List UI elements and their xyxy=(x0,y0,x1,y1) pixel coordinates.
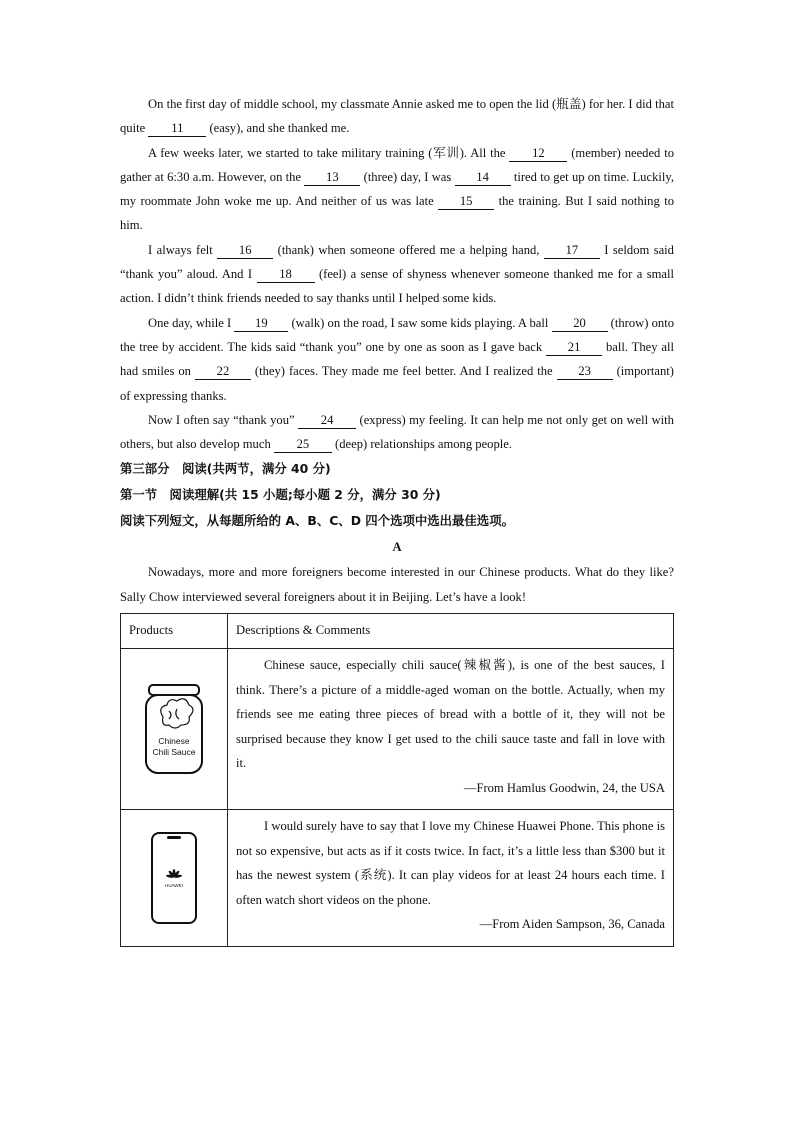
huawei-phone-icon xyxy=(149,831,199,925)
text: ball. They all had smiles on xyxy=(120,339,675,379)
text: (member) needed to gather at 6:30 a.m. However, on the xyxy=(120,145,674,184)
description-cell xyxy=(228,810,674,947)
text: Now I often say “thank you” xyxy=(148,412,299,427)
table-row xyxy=(121,649,674,810)
page-content xyxy=(120,92,674,947)
jar-label-line-1: Chinese xyxy=(158,736,190,747)
text: (throw) onto the tree by accident. The kids said “thank you” one by one as soon as I gave back xyxy=(120,315,674,354)
text: (important) of expressing thanks. xyxy=(120,364,674,403)
cloze-paragraph-5 xyxy=(120,408,674,457)
text: (walk) on the road, I saw some kids playing. A ball xyxy=(288,315,552,330)
blank-13[interactable]: 13 xyxy=(304,170,360,186)
description-cell xyxy=(228,649,674,810)
header-descriptions: Descriptions & Comments xyxy=(228,614,674,649)
text: (express) my feeling. It can help me not only get on well with others, but also develop much xyxy=(120,412,674,452)
comment-author: —From Aiden Sampson, 36, Canada xyxy=(479,917,665,932)
blank-24[interactable]: 24 xyxy=(298,413,356,429)
table-header-row xyxy=(121,614,674,649)
comment-text: I would surely have to say that I love my Chinese Huawei Phone. This phone is not so expensive, but acts as if it costs twice. In fact, it’s a little less than $300 but it has the newest system (系统). It can play videos for at least 24 hours each time. I often watch short videos on the phone. xyxy=(236,819,665,907)
section-title: 第三部分 阅读(共两节，满分 40 分) xyxy=(120,461,331,477)
text: I always felt xyxy=(148,242,218,257)
header-products: Products xyxy=(121,614,228,649)
image-wrapper xyxy=(129,653,219,805)
blank-25[interactable]: 25 xyxy=(274,437,332,453)
text: (they) faces. They made me feel better. And I realized the xyxy=(250,364,557,379)
jar-label-line-2: Chili Sauce xyxy=(152,747,196,758)
cloze-paragraph-2 xyxy=(120,141,674,238)
comment-text: Chinese sauce, especially chili sauce(辣椒酱), is one of the best sauces, I think. There’s a picture of a middle-aged woman on the bottle. Actually, when my friends see me eating three pieces of bread with a bottle of it, they will not be surprised because they know I get used to the chili sauce taste and fall in love with it. xyxy=(236,658,665,771)
blank-14[interactable]: 14 xyxy=(455,170,511,186)
section-subtitle: 第一节 阅读理解(共 15 小题;每小题 2 分，满分 30 分) xyxy=(120,487,441,503)
text: On the first day of middle school, my classmate Annie asked me to open the lid (瓶盖) for her. I did that quite xyxy=(120,97,674,136)
text: One day, while I xyxy=(148,315,235,330)
blank-20[interactable]: 20 xyxy=(552,316,608,332)
blank-16[interactable]: 16 xyxy=(217,243,273,259)
text: (three) day, I was xyxy=(360,169,455,184)
text: (easy), and she thanked me. xyxy=(206,121,350,136)
blank-18[interactable]: 18 xyxy=(257,267,315,283)
cloze-paragraph-4 xyxy=(120,311,674,408)
products-table xyxy=(120,613,674,947)
text: A few weeks later, we started to take military training (军训). All the xyxy=(148,145,510,160)
text: (thank) when someone offered me a helping hand, xyxy=(273,242,544,257)
blank-12[interactable]: 12 xyxy=(509,146,567,162)
blank-11[interactable]: 11 xyxy=(148,121,206,137)
product-image-cell xyxy=(121,810,228,947)
chili-sauce-jar-icon xyxy=(143,683,205,775)
blank-23[interactable]: 23 xyxy=(557,364,613,380)
text: the training. But I said nothing to him. xyxy=(120,194,674,233)
passage-label: A xyxy=(392,540,402,555)
text: (feel) a sense of shyness whenever someone thanked me for a small action. I didn’t think friends needed to say thanks until I helped some kids. xyxy=(120,267,674,306)
text: I seldom said “thank you” aloud. And I xyxy=(120,242,674,282)
blank-19[interactable]: 19 xyxy=(234,316,288,332)
cloze-paragraph-3 xyxy=(120,238,674,311)
comment-author: —From Hamlus Goodwin, 24, the USA xyxy=(463,781,665,796)
image-wrapper xyxy=(129,814,219,942)
blank-17[interactable]: 17 xyxy=(544,243,600,259)
instruction: 阅读下列短文，从每题所给的 A、B、C、D 四个选项中选出最佳选项。 xyxy=(120,513,514,529)
text: (deep) relationships among people. xyxy=(331,437,513,452)
cloze-paragraph-1 xyxy=(120,92,674,141)
blank-21[interactable]: 21 xyxy=(546,340,602,356)
text: tired to get up on time. Luckily, my roommate John woke me up. And neither of us was late xyxy=(120,169,674,209)
passage-intro: Nowadays, more and more foreigners become interested in our Chinese products. What do they like? Sally Chow interviewed several foreigners about it in Beijing. Let’s have a look! xyxy=(120,565,674,604)
phone-brand-label: HUAWEI xyxy=(165,883,183,889)
blank-15[interactable]: 15 xyxy=(438,194,494,210)
product-image-cell xyxy=(121,649,228,810)
blank-22[interactable]: 22 xyxy=(195,364,251,380)
table-row xyxy=(121,810,674,947)
